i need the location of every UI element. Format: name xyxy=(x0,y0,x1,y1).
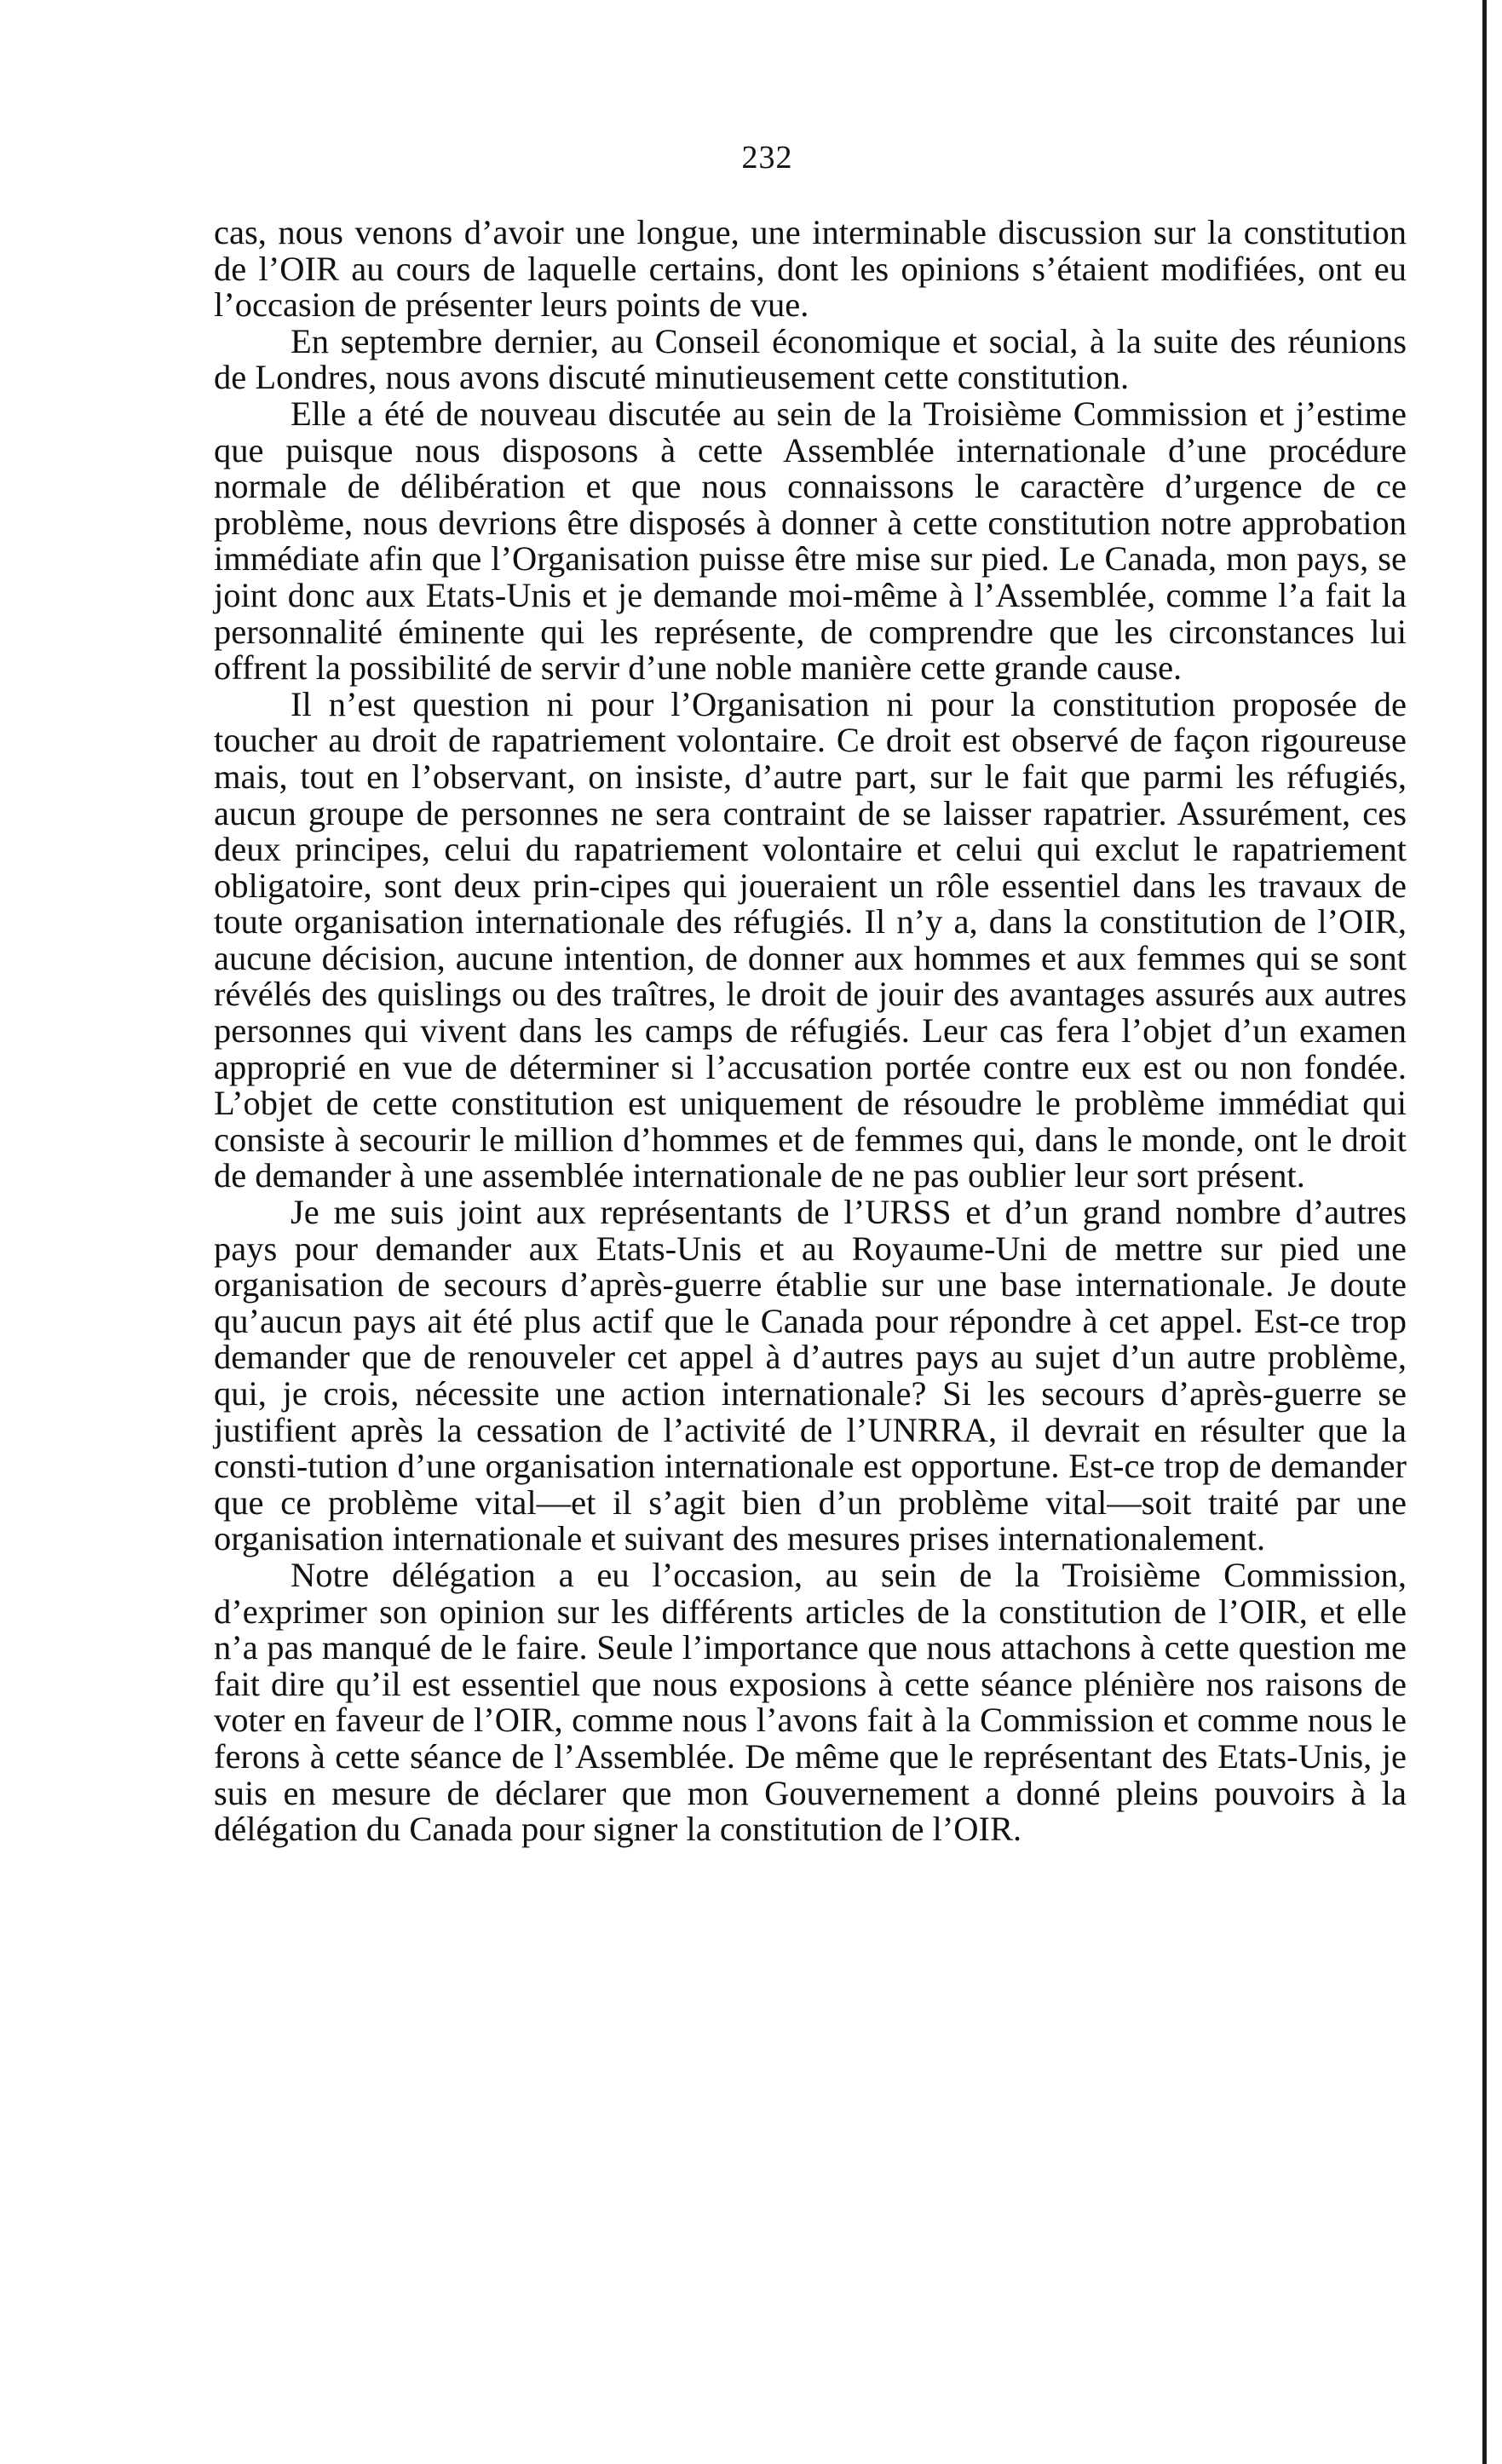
paragraph-continuation: cas, nous venons d’avoir une longue, une interminable discussion sur la constitution de l’OIR au cours de laquelle certains, dont les opinions s’étaient modifiées, ont eu l’occasion de présenter leurs points de vue. xyxy=(214,213,1407,325)
paragraph: Je me suis joint aux représentants de l’URSS et d’un grand nombre d’autres pays pour demander aux Etats-Unis et au Royaume-Uni de mettre sur pied une organisation de secours d’après-guerre établie sur une base internationale. Je doute qu’aucun pays ait été plus actif que le Canada pour répondre à cet appel. Est-ce trop demander que de renouveler cet appel à d’autres pays au sujet d’un autre problème, qui, je crois, nécessite une action internationale? Si les secours d’après-guerre se justifient après la cessation de l’activité de l’UNRRA, il devrait en résulter que la consti-tution d’une organisation internationale est opportune. Est-ce trop de demander que ce problème vital—et il s’agit bien d’un problème vital—soit traité par une organisation internationale et suivant des mesures prises internationalement. xyxy=(214,1193,1407,1558)
paragraph: Elle a été de nouveau discutée au sein de la Troisième Commission et j’estime que puisque nous disposons à cette Assemblée internationale d’une procédure normale de délibération et que nous connaissons le caractère d’urgence de ce problème, nous devrions être disposés à donner à cette constitution notre approbation immédiate afin que l’Organisation puisse être mise sur pied. Le Canada, mon pays, se joint donc aux Etats-Unis et je demande moi-même à l’Assemblée, comme l’a fait la personnalité éminente qui les représente, de comprendre que les circonstances lui offrent la possibilité de servir d’une noble manière cette grande cause. xyxy=(214,394,1407,688)
page-number: 232 xyxy=(741,140,793,176)
paragraph: En septembre dernier, au Conseil économique et social, à la suite des réunions de Londres, nous avons discuté minutieusement cette constitution. xyxy=(214,321,1407,397)
page-edge-rule xyxy=(1482,0,1487,2464)
body-text xyxy=(214,215,1407,1848)
paragraph: Il n’est question ni pour l’Organisation ni pour la constitution proposée de toucher au droit de rapatriement volontaire. Ce droit est observé de façon rigoureuse mais, tout en l’observant, on insiste, d’autre part, sur le fait que parmi les réfugiés, aucun groupe de personnes ne sera contraint de se laisser rapatrier. Assurément, ces deux principes, celui du rapatriement volontaire et celui qui exclut le rapatriement obligatoire, sont deux prin-cipes qui joueraient un rôle essentiel dans les travaux de toute organisation internationale des réfugiés. Il n’y a, dans la constitution de l’OIR, aucune décision, aucune intention, de donner aux hommes et aux femmes qui se sont révélés des quislings ou des traîtres, le droit de jouir des avantages assurés aux autres personnes qui vivent dans les camps de réfugiés. Leur cas fera l’objet d’un examen approprié en vue de déterminer si l’accusation portée contre eux est ou non fondée. L’objet de cette constitution est uniquement de résoudre le problème immédiat qui consiste à secourir le million d’hommes et de femmes qui, dans le monde, ont le droit de demander à une assemblée internationale de ne pas oublier leur sort présent. xyxy=(214,684,1407,1195)
paragraph: Notre délégation a eu l’occasion, au sein de la Troisième Commission, d’exprimer son opinion sur les différents articles de la constitution de l’OIR, et elle n’a pas manqué de le faire. Seule l’importance que nous attachons à cette question me fait dire qu’il est essentiel que nous exposions à cette séance plénière nos raisons de voter en faveur de l’OIR, comme nous l’avons fait à la Commission et comme nous le ferons à cette séance de l’Assemblée. De même que le représentant des Etats-Unis, je suis en mesure de déclarer que mon Gouvernement a donné pleins pouvoirs à la délégation du Canada pour signer la constitution de l’OIR. xyxy=(214,1555,1407,1849)
